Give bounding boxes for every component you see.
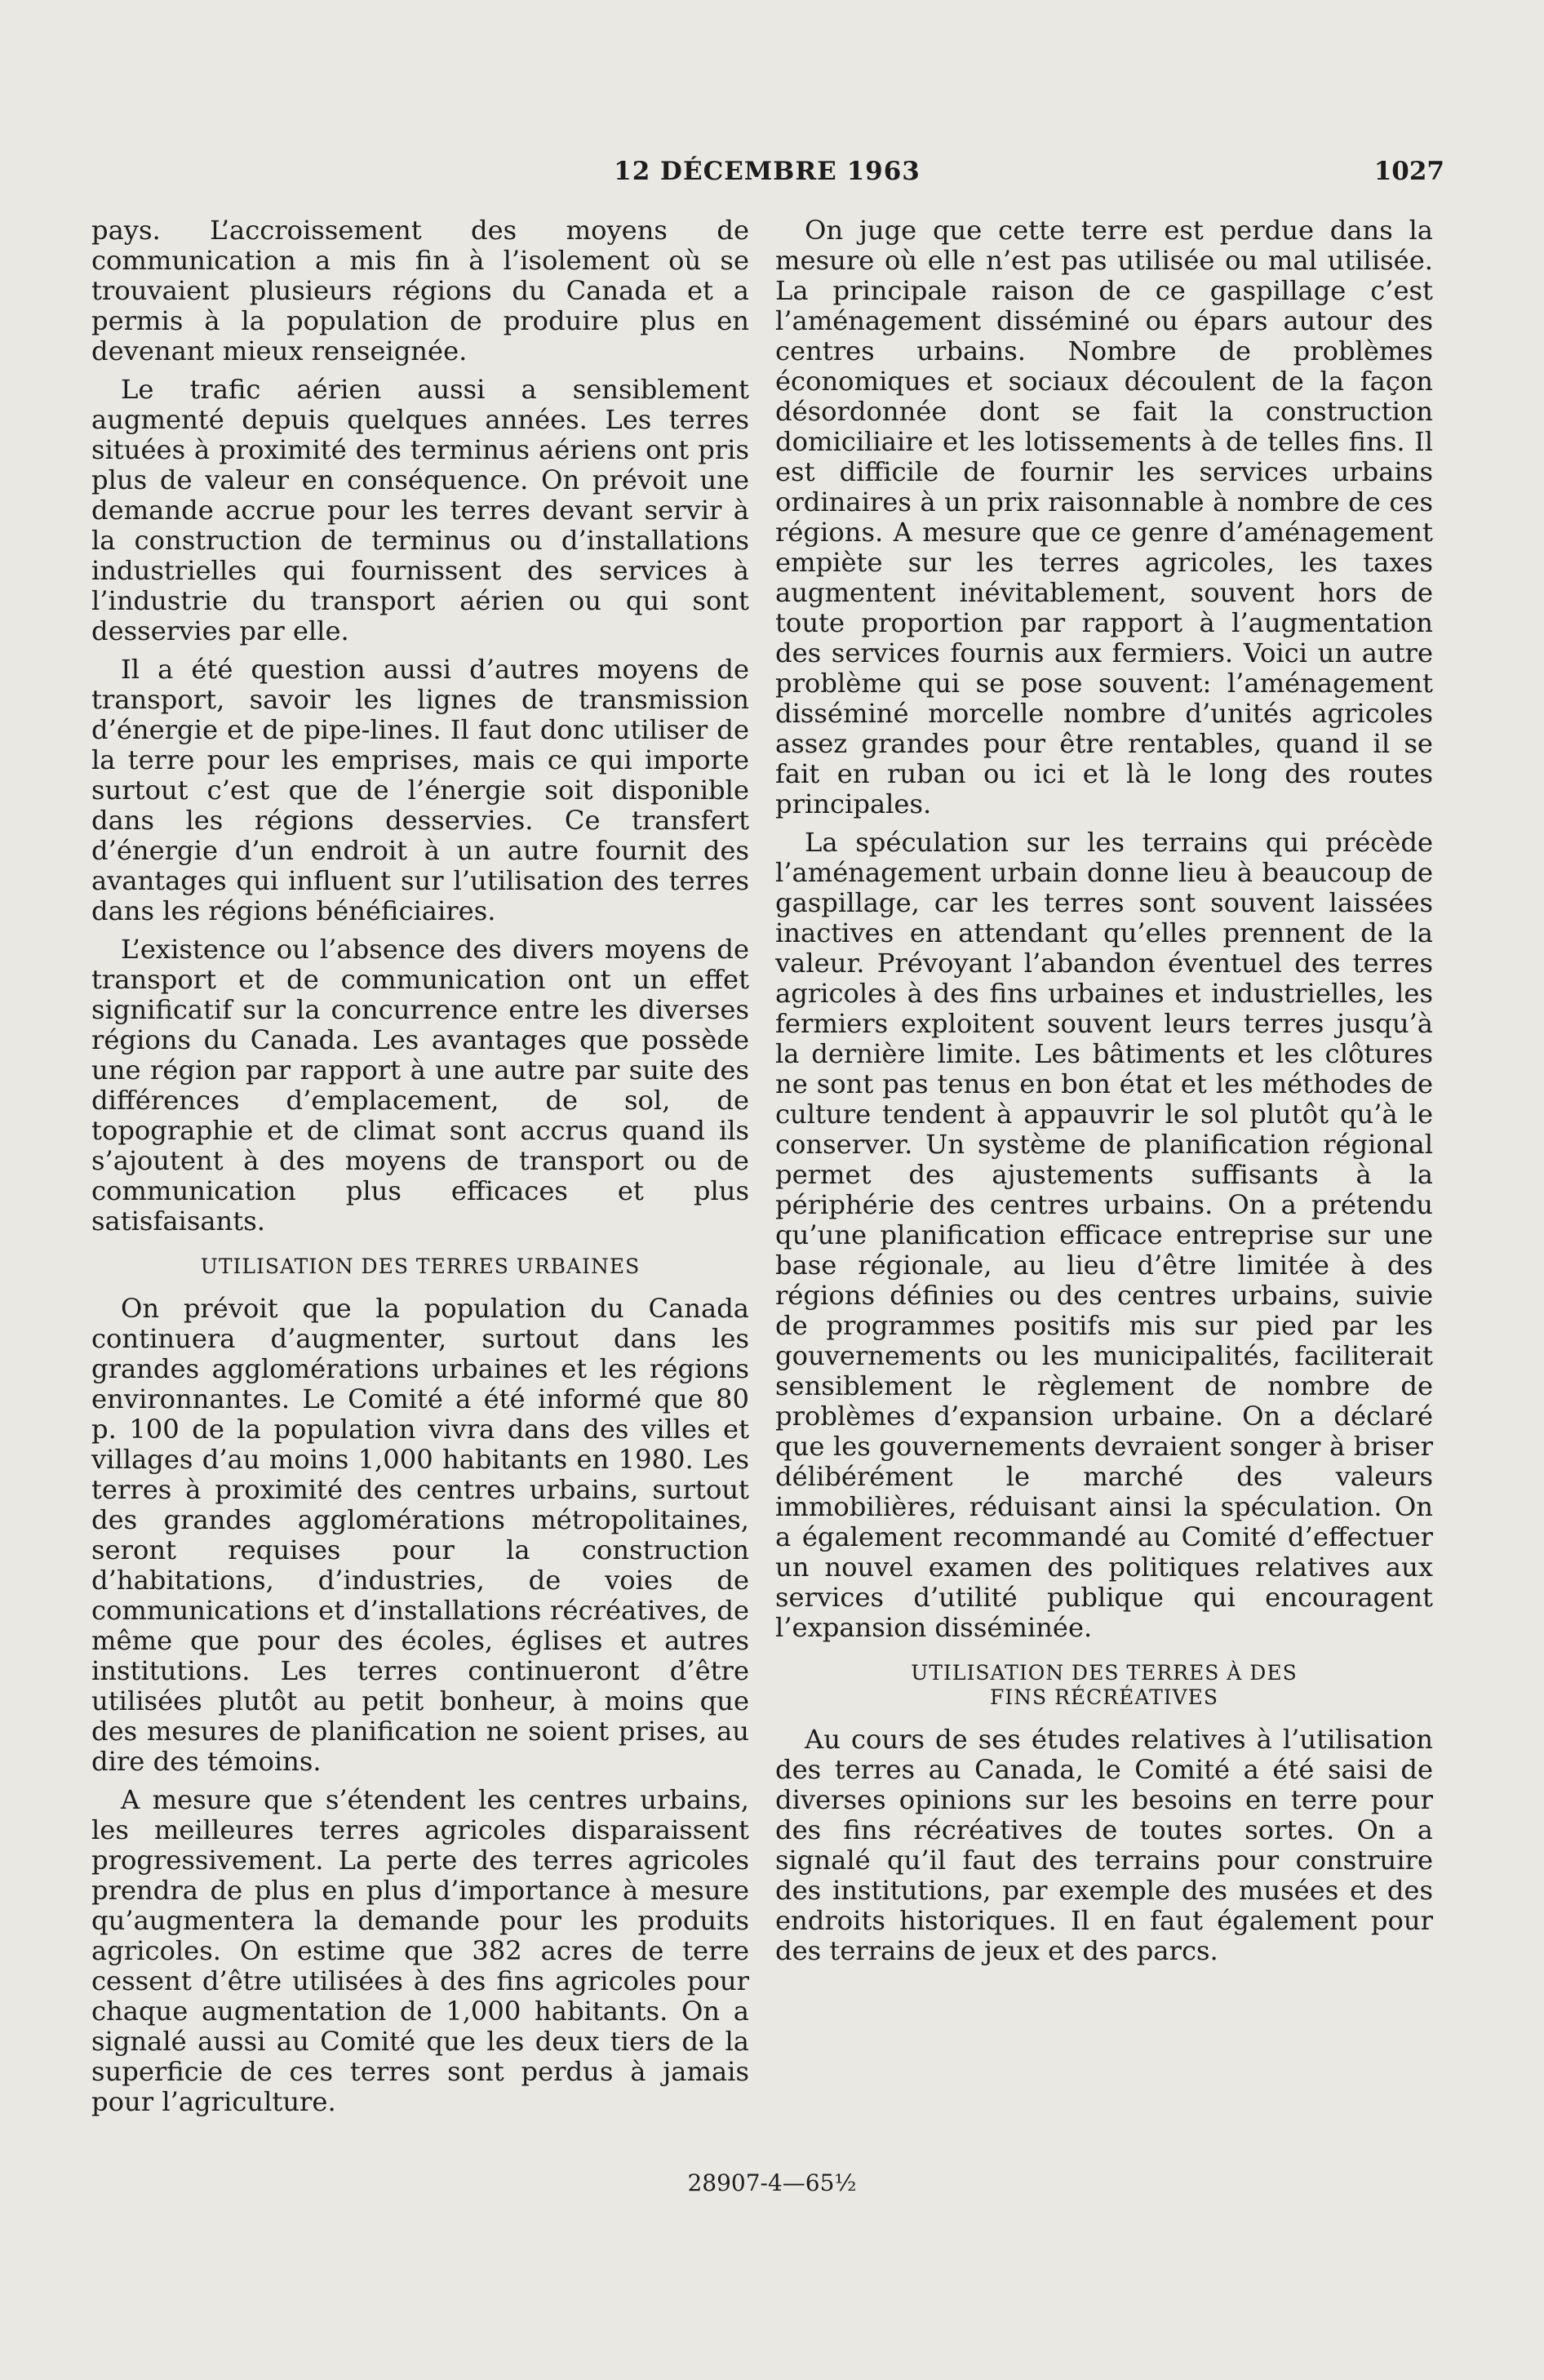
paragraph: On juge que cette terre est perdue dans la mesure où elle n’est pas utilisée ou mal utilisée. La principale raison de ce gaspillage c’est l’aménagement disséminé ou épars autour des centres urbains. Nombre de problèmes économiques et sociaux découlent de la façon désordonnée dont se fait la construction domiciliaire et les lotissements à de telles fins. Il est difficile de fournir les services urbains ordinaires à un prix raisonnable à nombre de ces régions. A mesure que ce genre d’aménagement empiète sur les terres agricoles, les taxes augmentent inévitablement, souvent hors de toute proportion par rapport à l’augmentation des services fournis aux fermiers. Voici un autre problème qui se pose souvent: l’aménagement disséminé morcelle nombre d’unités agricoles assez grandes pour être rentables, quand il se fait en ruban ou ici et là le long des routes principales. <box>775 215 1433 819</box>
paragraph: On prévoit que la population du Canada continuera d’augmenter, surtout dans les grandes agglomérations urbaines et les régions environnantes. Le Comité a été informé que 80 p. 100 de la population vivra dans des villes et villages d’au moins 1,000 habitants en 1980. Les terres à proximité des centres urbains, surtout des grandes agglomérations métropolitaines, seront requises pour la construction d’habitations, d’industries, de voies de communications et d’installations récréatives, de même que pour des écoles, églises et autres institutions. Les terres continueront d’être utilisées plutôt au petit bonheur, à moins que des mesures de planification ne soient prises, au dire des témoins. <box>91 1293 749 1777</box>
paragraph: Il a été question aussi d’autres moyens de transport, savoir les lignes de transmission d’énergie et de pipe-lines. Il faut donc utiliser de la terre pour les emprises, mais ce qui importe surtout c’est que de l’énergie soit disponible dans les régions desservies. Ce transfert d’énergie d’un endroit à un autre fournit des avantages qui influent sur l’utilisation des terres dans les régions bénéficiaires. <box>91 654 749 926</box>
left-column <box>91 215 749 2125</box>
section-heading-line: UTILISATION DES TERRES À DES <box>911 1661 1298 1685</box>
paragraph: A mesure que s’étendent les centres urbains, les meilleures terres agricoles disparaissent progressivement. La perte des terres agricoles prendra de plus en plus d’importance à mesure qu’augmentera la demande pour les produits agricoles. On estime que 382 acres de terre cessent d’être utilisées à des fins agricoles pour chaque augmentation de 1,000 habitants. On a signalé aussi au Comité que les deux tiers de la superficie de ces terres sont perdus à jamais pour l’agriculture. <box>91 1784 749 2117</box>
right-column <box>775 215 1433 1974</box>
footer-code: 28907-4—65½ <box>687 2169 857 2196</box>
section-heading <box>775 1661 1433 1710</box>
paragraph: La spéculation sur les terrains qui précède l’aménagement urbain donne lieu à beaucoup de gaspillage, car les terres sont souvent laissées inactives en attendant qu’elles prennent de la valeur. Prévoyant l’abandon éventuel des terres agricoles à des fins urbaines et industrielles, les fermiers exploitent souvent leurs terres jusqu’à la dernière limite. Les bâtiments et les clôtures ne sont pas tenus en bon état et les méthodes de culture tendent à appauvrir le sol plutôt qu’à le conserver. Un système de planification régional permet des ajustements suffisants à la périphérie des centres urbains. On a prétendu qu’une planification efficace entreprise sur une base régionale, au lieu d’être limitée à des régions définies ou des centres urbains, suivie de programmes positifs mis sur pied par les gouvernements ou les municipalités, faciliterait sensiblement le règlement de nombre de problèmes d’expansion urbaine. On a déclaré que les gouvernements devraient songer à briser délibérément le marché des valeurs immobilières, réduisant ainsi la spéculation. On a également recommandé au Comité d’effectuer un nouvel examen des politiques relatives aux services d’utilité publique qui encouragent l’expansion disséminée. <box>775 827 1433 1643</box>
paragraph: L’existence ou l’absence des divers moyens de transport et de communication ont un effet significatif sur la concurrence entre les diverses régions du Canada. Les avantages que possède une région par rapport à une autre par suite des différences d’emplacement, de sol, de topographie et de climat sont accrus quand ils s’ajoutent à des moyens de transport ou de communication plus efficaces et plus satisfaisants. <box>91 934 749 1237</box>
paragraph: pays. L’accroissement des moyens de communication a mis fin à l’isolement où se trouvaient plusieurs régions du Canada et a permis à la population de produire plus en devenant mieux renseignée. <box>91 215 749 366</box>
section-heading-line: FINS RÉCRÉATIVES <box>989 1685 1219 1709</box>
section-heading: UTILISATION DES TERRES URBAINES <box>200 1254 641 1278</box>
paragraph: Le trafic aérien aussi a sensiblement augmenté depuis quelques années. Les terres situées à proximité des terminus aériens ont pris plus de valeur en conséquence. On prévoit une demande accrue pour les terres devant servir à la construction de terminus ou d’installations industrielles qui fournissent des services à l’industrie du transport aérien ou qui sont desservies par elle. <box>91 374 749 646</box>
page-number: 1027 <box>1373 157 1444 186</box>
page-header <box>90 157 1444 196</box>
paragraph: Au cours de ses études relatives à l’utilisation des terres au Canada, le Comité a été saisi de diverses opinions sur les besoins en terre pour des fins récréatives de toutes sortes. On a signalé qu’il faut des terrains pour construire des institutions, par exemple des musées et des endroits historiques. Il en faut également pour des terrains de jeux et des parcs. <box>775 1724 1433 1966</box>
header-date: 12 DÉCEMBRE 1963 <box>614 157 921 186</box>
